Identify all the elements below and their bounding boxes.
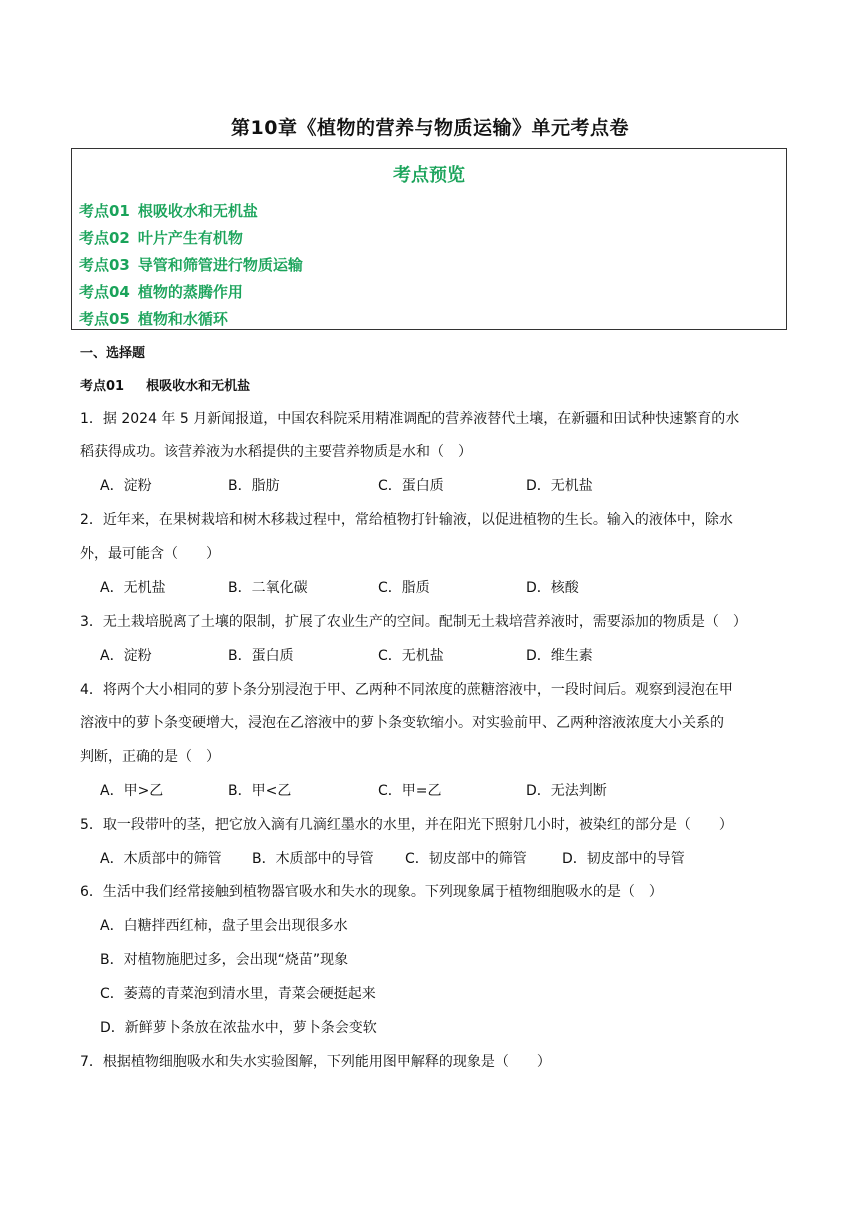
question-4-line-3: 判断，正确的是（ ） [80,749,220,765]
question-5-line-1: 5．取一段带叶的茎，把它放入滴有几滴红墨水的水里，并在阳光下照射几小时，被染红的部分是（ ） [80,817,733,833]
question-6-option-c [100,983,800,1003]
option-a[interactable]: A．无机盐 [100,580,166,596]
option-b[interactable]: B．脂肪 [228,478,280,494]
option-a[interactable]: A．白糖拌西红柿，盘子里会出现很多水 [100,918,348,934]
section-title: 一、选择题 [80,346,146,361]
kp-title: 考点01 根吸收水和无机盐 [80,379,251,394]
option-b[interactable]: B．蛋白质 [228,648,294,664]
question-5-options [100,848,800,868]
preview-item-3: 考点03 导管和筛管进行物质运输 [79,256,303,274]
option-c[interactable]: C．蛋白质 [378,478,444,494]
page-title: 第10章《植物的营养与物质运输》单元考点卷 [231,117,629,139]
preview-item-4: 考点04 植物的蒸腾作用 [79,283,243,301]
option-a[interactable]: A．淀粉 [100,478,152,494]
option-d[interactable]: D．无机盐 [526,478,593,494]
option-c[interactable]: C．无机盐 [378,648,444,664]
option-a[interactable]: A．淀粉 [100,648,152,664]
option-d[interactable]: D．无法判断 [526,783,607,799]
option-d[interactable]: D．核酸 [526,580,579,596]
question-6-option-b [100,949,800,969]
question-1-line-1: 1．据 2024 年 5 月新闻报道，中国农科院采用精准调配的营养液替代土壤，在新疆和田试种快速繁育的水 [80,411,740,427]
option-d[interactable]: D．新鲜萝卜条放在浓盐水中，萝卜条会变软 [100,1020,377,1036]
question-2-options [100,577,800,597]
question-2-line-1: 2．近年来，在果树栽培和树木移栽过程中，常给植物打针输液，以促进植物的生长。输入的液体中，除水 [80,512,733,528]
preview-heading: 考点预览 [393,165,465,186]
question-6-line-1: 6．生活中我们经常接触到植物器官吸水和失水的现象。下列现象属于植物细胞吸水的是（ ） [80,884,663,900]
preview-item-2: 考点02 叶片产生有机物 [79,229,243,247]
question-6-option-d [100,1017,800,1037]
question-6-option-a [100,915,800,935]
preview-box [71,148,787,330]
question-4-line-2: 溶液中的萝卜条变硬增大，浸泡在乙溶液中的萝卜条变软缩小。对实验前甲、乙两种溶液浓度大小关系的 [80,715,724,731]
option-b[interactable]: B．二氧化碳 [228,580,308,596]
option-d[interactable]: D．韧皮部中的导管 [562,851,685,867]
question-2-line-2: 外，最可能含（ ） [80,546,220,562]
question-1-line-2: 稻获得成功。该营养液为水稻提供的主要营养物质是水和（ ） [80,444,472,460]
option-a[interactable]: A．木质部中的筛管 [100,851,222,867]
option-b[interactable]: B．甲<乙 [228,783,292,799]
option-c[interactable]: C．甲=乙 [378,783,442,799]
option-c[interactable]: C．韧皮部中的筛管 [405,851,527,867]
preview-item-5: 考点05 植物和水循环 [79,310,228,328]
option-b[interactable]: B．木质部中的导管 [252,851,374,867]
question-4-line-1: 4．将两个大小相同的萝卜条分别浸泡于甲、乙两种不同浓度的蔗糖溶液中，一段时间后。观察到浸泡在甲 [80,682,733,698]
option-c[interactable]: C．脂质 [378,580,430,596]
question-1-options [100,475,800,495]
option-d[interactable]: D．维生素 [526,648,593,664]
option-a[interactable]: A．甲>乙 [100,783,164,799]
preview-item-1: 考点01 根吸收水和无机盐 [79,202,258,220]
option-b[interactable]: B．对植物施肥过多，会出现“烧苗”现象 [100,952,349,968]
question-4-options [100,780,800,800]
question-7-line-1: 7．根据植物细胞吸水和失水实验图解，下列能用图甲解释的现象是（ ） [80,1054,551,1070]
question-3-line-1: 3．无土栽培脱离了土壤的限制，扩展了农业生产的空间。配制无土栽培营养液时，需要添加的物质是（ ） [80,614,747,630]
question-3-options [100,645,800,665]
option-c[interactable]: C．萎蔫的青菜泡到清水里，青菜会硬挺起来 [100,986,376,1002]
